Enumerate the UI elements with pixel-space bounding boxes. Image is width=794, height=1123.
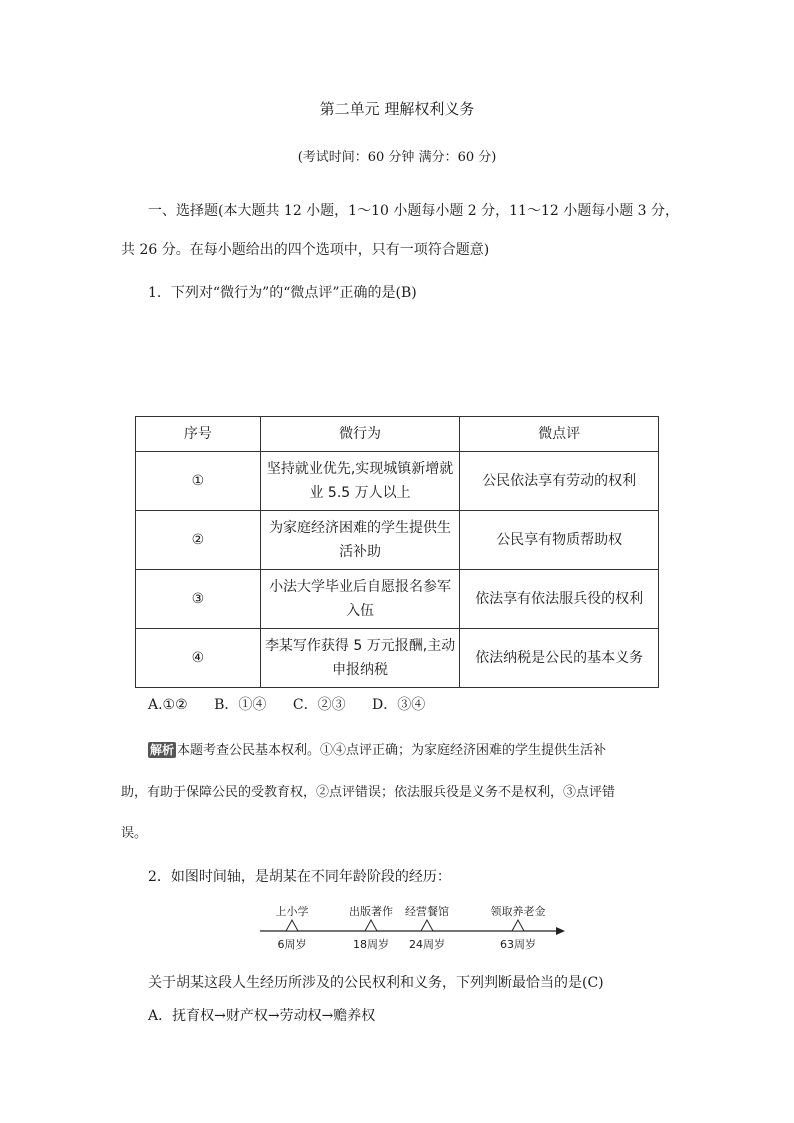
row-comment: 公民依法享有劳动的权利: [460, 452, 659, 511]
q1-table: [135, 416, 659, 688]
row-comment: 公民享有物质帮助权: [460, 511, 659, 570]
analysis-line3: 误。: [121, 826, 148, 841]
timeline: [260, 900, 570, 960]
analysis-line1: [148, 739, 606, 758]
timeline-event-label: 领取养老金: [490, 905, 546, 918]
row-comment: 依法纳税是公民的基本义务: [460, 629, 659, 688]
timeline-age-label: 6周岁: [277, 938, 307, 951]
row-act: 为家庭经济困难的学生提供生活补助: [260, 511, 460, 570]
section-heading-line1: 一、选择题(本大题共 12 小题，1～10 小题每小题 2 分，11～12 小题每小题 3 分，: [148, 203, 680, 219]
option-b: B．①④: [214, 697, 267, 713]
table-header-no: 序号: [136, 417, 261, 452]
row-act: 小法大学毕业后自愿报名参军入伍: [260, 570, 460, 629]
row-act: 坚持就业优先,实现城镇新增就业 5.5 万人以上: [260, 452, 460, 511]
row-no: ②: [136, 511, 261, 570]
option-d: D．③④: [372, 697, 426, 713]
q1-options: [148, 694, 425, 714]
analysis-badge: 解析: [150, 743, 175, 757]
arrow-icon: [556, 927, 565, 935]
table-row: [136, 629, 659, 688]
table-header-act: 微行为: [260, 417, 460, 452]
timeline-age-label: 63周岁: [500, 938, 536, 951]
timeline-age-label: 24周岁: [409, 938, 445, 951]
table-header-row: [136, 417, 659, 452]
q2-option-a: A．抚育权→财产权→劳动权→赡养权: [148, 1008, 376, 1024]
question-2-stem: 2．如图时间轴，是胡某在不同年龄阶段的经历：: [148, 869, 451, 885]
row-no: ③: [136, 570, 261, 629]
page-title: 第二单元 理解权利义务: [319, 100, 475, 118]
table-row: [136, 570, 659, 629]
timeline-event-label: 经营餐馆: [405, 905, 449, 918]
timeline-event-label: 上小学: [275, 905, 309, 918]
table-header-comment: 微点评: [460, 417, 659, 452]
question-1-stem: 1．下列对“微行为”的“微点评”正确的是(B): [148, 285, 417, 301]
option-c: C．②③: [292, 697, 346, 713]
timeline-age-label: 18周岁: [353, 938, 389, 951]
row-no: ①: [136, 452, 261, 511]
section-heading-line2: 共 26 分。在每小题给出的四个选项中，只有一项符合题意): [121, 242, 490, 258]
row-comment: 依法享有依法服兵役的权利: [460, 570, 659, 629]
exam-info: (考试时间：60 分钟 满分：60 分): [297, 150, 497, 165]
analysis-text-1: 本题考查公民基本权利。①④点评正确；为家庭经济困难的学生提供生活补: [177, 743, 607, 758]
row-no: ④: [136, 629, 261, 688]
option-a: A.①②: [148, 697, 188, 713]
timeline-event-label: 出版著作: [349, 905, 393, 918]
analysis-line2: 助，有助于保障公民的受教育权，②点评错误；依法服兵役是义务不是权利，③点评错: [121, 785, 616, 800]
row-act: 李某写作获得 5 万元报酬,主动申报纳税: [260, 629, 460, 688]
table-row: [136, 511, 659, 570]
question-2-prompt: 关于胡某这段人生经历所涉及的公民权利和义务，下列判断最恰当的是(C): [148, 975, 604, 991]
table-row: [136, 452, 659, 511]
